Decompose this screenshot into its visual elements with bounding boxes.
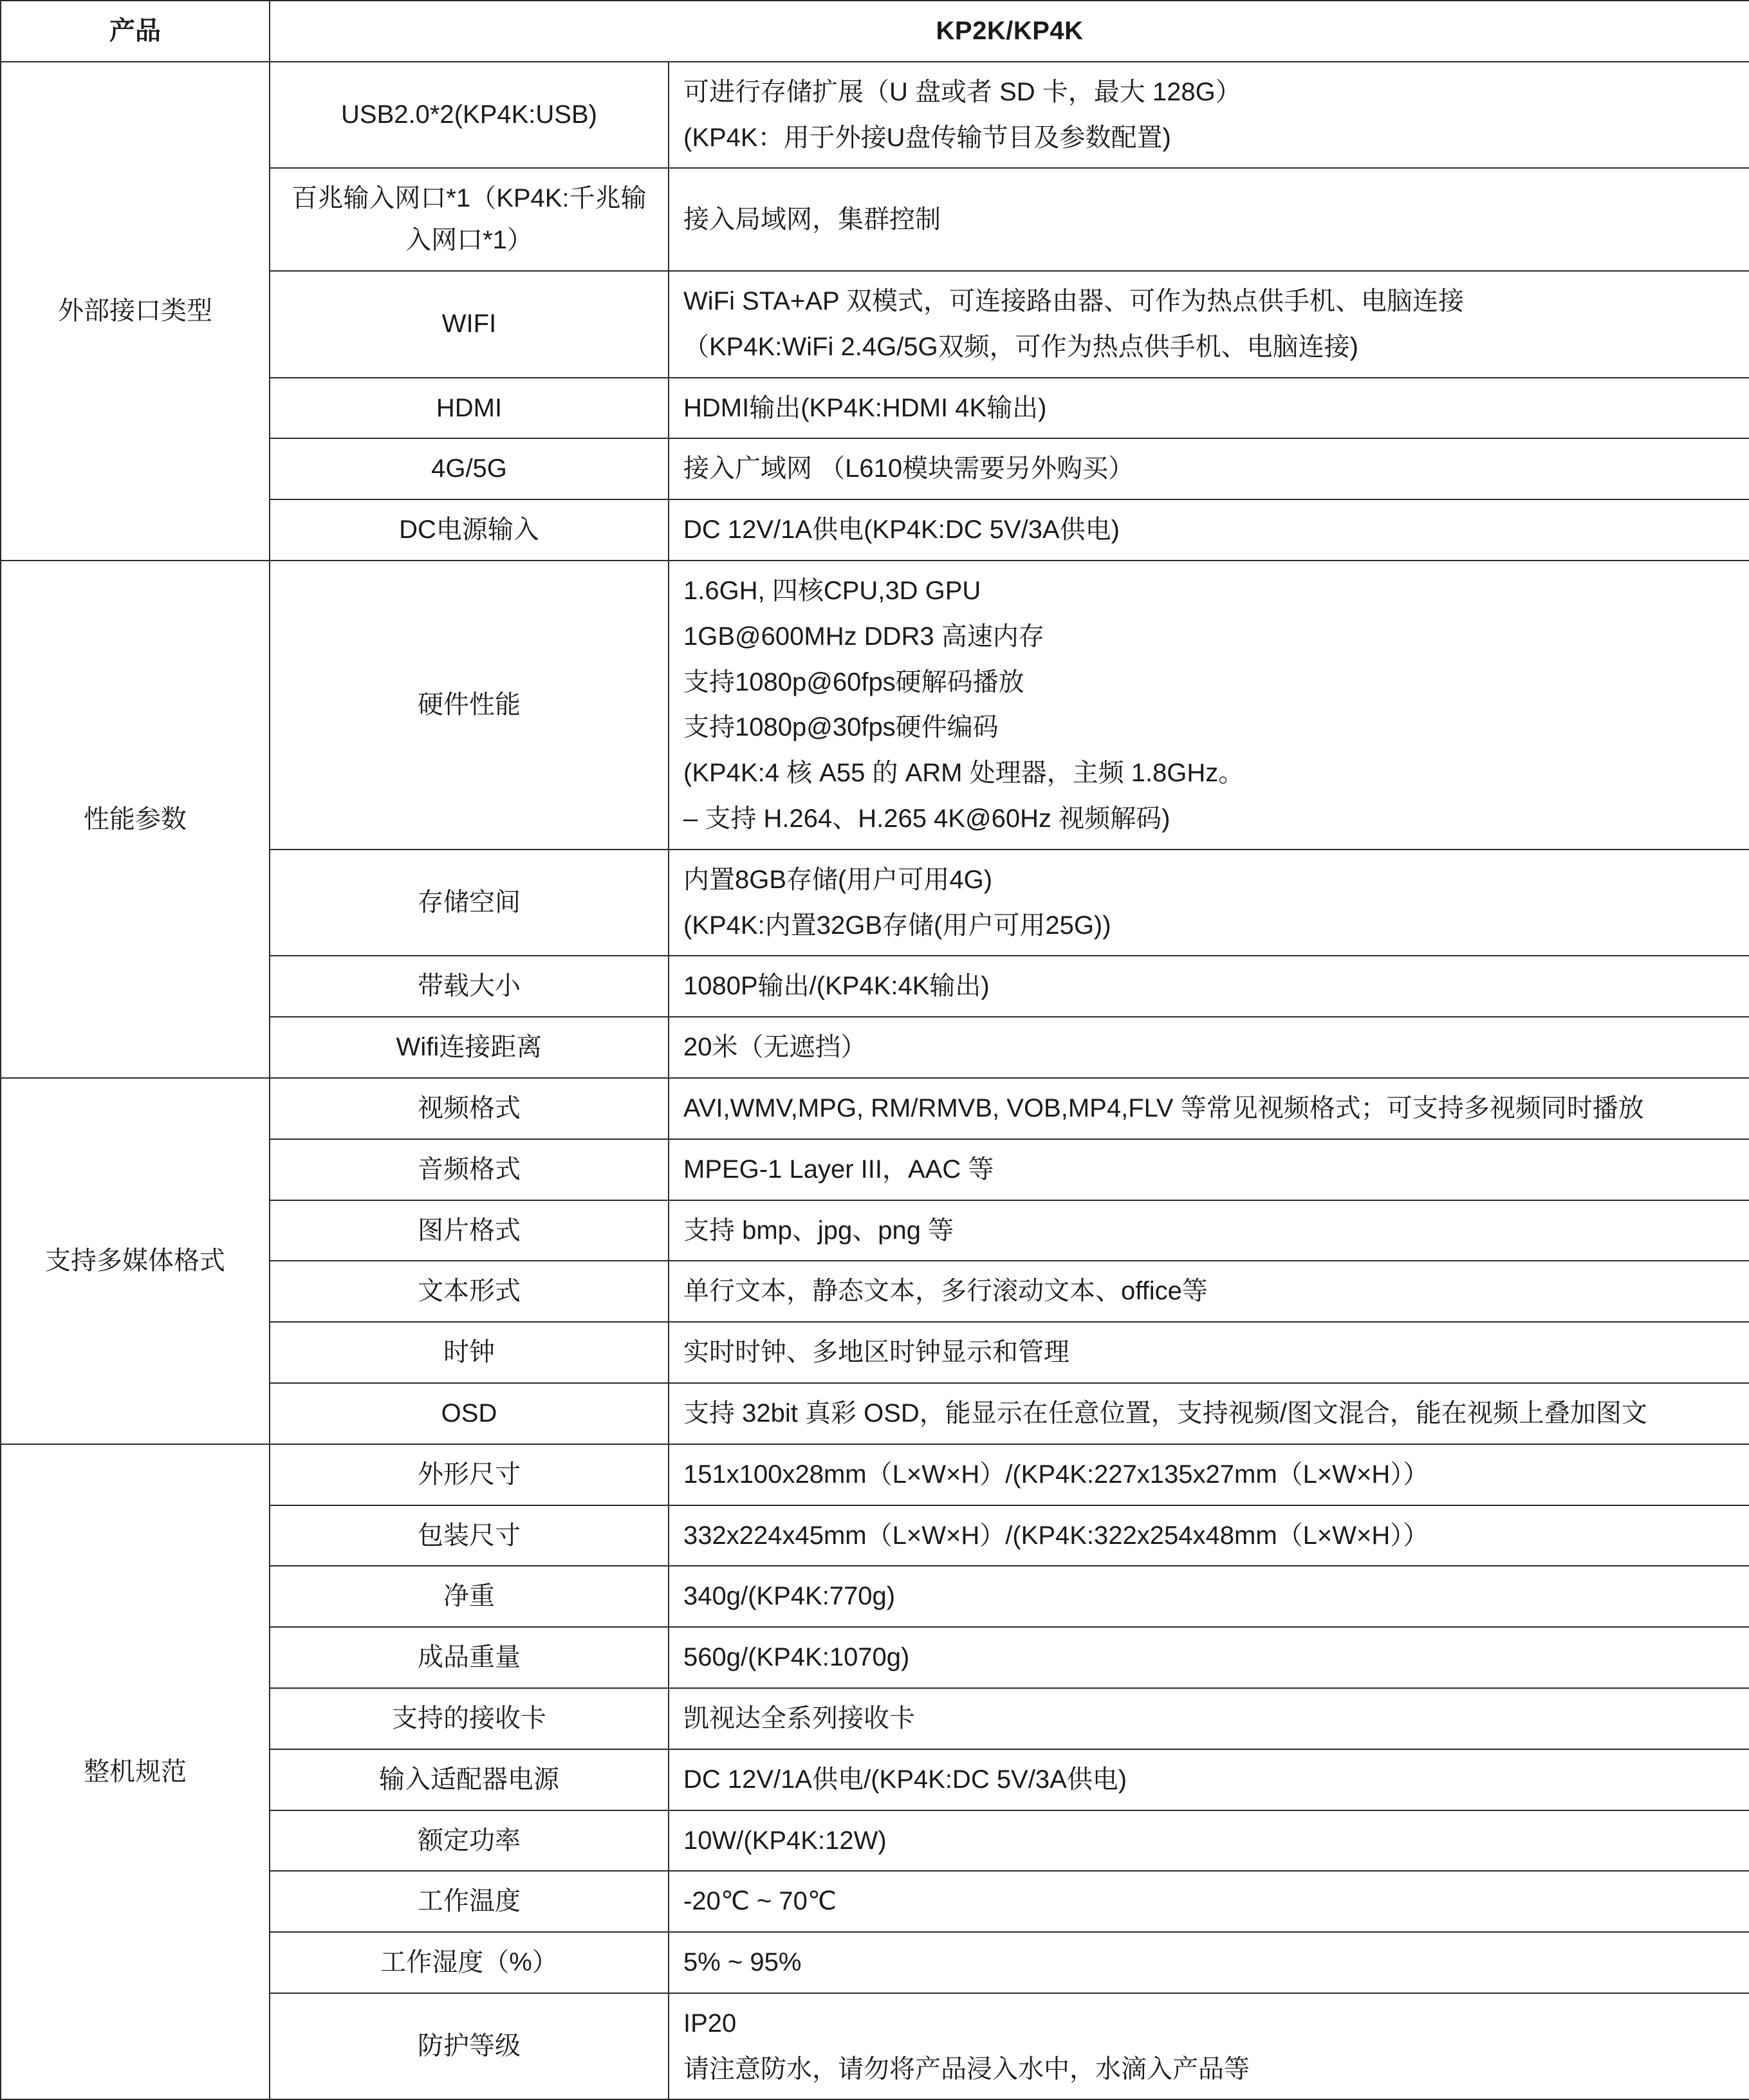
- row-label: [270, 1261, 669, 1322]
- row-value: [669, 62, 1749, 169]
- row-label-line: 存储空间: [418, 888, 521, 917]
- row-value-line: – 支持 H.264、H.265 4K@60Hz 视频解码): [683, 804, 1171, 833]
- row-value-line: 340g/(KP4K:770g): [683, 1582, 896, 1611]
- row-label-line: 硬件性能: [418, 690, 521, 719]
- row-label: [270, 1749, 669, 1810]
- row-label: [270, 378, 669, 439]
- row-value-line: 请注意防水，请勿将产品浸入水中，水滴入产品等: [683, 2054, 1250, 2083]
- row-label-line: Wifi连接距离: [396, 1033, 542, 1062]
- row-value-line: (KP4K:4 核 A55 的 ARM 处理器，主频 1.8GHz。: [683, 759, 1245, 788]
- row-label: [270, 1505, 669, 1566]
- group-label: 性能参数: [1, 561, 270, 1078]
- row-value: [669, 1017, 1749, 1078]
- row-value: [669, 1505, 1749, 1566]
- row-label: [270, 1810, 669, 1872]
- row-label-line: 视频格式: [418, 1093, 521, 1122]
- row-value-line: 151x100x28mm（L×W×H）/(KP4K:227x135x27mm（L×W×H））: [683, 1460, 1429, 1489]
- row-label-line: 百兆输入网口*1: [292, 184, 471, 213]
- row-value-line: 支持 bmp、jpg、png 等: [683, 1216, 954, 1245]
- row-value: [669, 1871, 1749, 1932]
- table-row: [1, 62, 1749, 169]
- row-value-line: 560g/(KP4K:1070g): [683, 1643, 910, 1672]
- row-value-line: 凯视达全系列接收卡: [683, 1704, 915, 1733]
- row-value-line: HDMI输出(KP4K:HDMI 4K输出): [683, 393, 1047, 422]
- row-label: [270, 561, 669, 850]
- row-value-line: 内置8GB存储(用户可用4G): [683, 865, 993, 894]
- table-row: [1, 1078, 1749, 1139]
- row-value: [669, 1139, 1749, 1200]
- row-label-line: 工作湿度（%）: [380, 1948, 558, 1977]
- row-value-line: 10W/(KP4K:12W): [683, 1826, 887, 1855]
- row-value-line: AVI,WMV,MPG, RM/RMVB, VOB,MP4,FLV 等常见视频格式；可支持多视频同时播放: [683, 1093, 1644, 1122]
- row-label-line: HDMI: [436, 393, 503, 422]
- row-value-line: 1.6GH, 四核CPU,3D GPU: [683, 576, 981, 605]
- row-label: [270, 1993, 669, 2100]
- row-label-line: 外形尺寸: [418, 1460, 521, 1489]
- table-row: [1, 1444, 1749, 1505]
- row-label-line: 净重: [443, 1582, 495, 1611]
- header-row: [1, 1, 1749, 62]
- row-label: [270, 1688, 669, 1749]
- row-value-line: WiFi STA+AP 双模式，可连接路由器、可作为热点供手机、电脑连接: [683, 286, 1465, 315]
- row-value-line: 支持1080p@60fps硬解码播放: [683, 667, 1024, 696]
- row-value: [669, 271, 1749, 378]
- group-label: 外部接口类型: [1, 62, 270, 561]
- row-value: [669, 1383, 1749, 1444]
- row-value: [669, 1444, 1749, 1505]
- row-value-line: 332x224x45mm（L×W×H）/(KP4K:322x254x48mm（L×W×H））: [683, 1521, 1429, 1550]
- row-label-line: 音频格式: [418, 1155, 521, 1184]
- group-label: 整机规范: [1, 1444, 270, 2100]
- row-label: [270, 168, 669, 271]
- row-value: [669, 1932, 1749, 1993]
- row-value-line: 可进行存储扩展（U 盘或者 SD 卡，最大 128G）: [683, 77, 1241, 106]
- row-label: [270, 1383, 669, 1444]
- row-label: [270, 1871, 669, 1932]
- row-value-line: (KP4K：用于外接U盘传输节目及参数配置): [683, 123, 1171, 152]
- row-value: [669, 1810, 1749, 1872]
- row-value: [669, 1261, 1749, 1322]
- row-value-line: 接入广域网 （L610模块需要另外购买）: [683, 454, 1134, 483]
- row-value: [669, 1993, 1749, 2100]
- row-label-line: 4G/5G: [431, 454, 507, 483]
- table-body: [1, 62, 1749, 2100]
- row-value: [669, 438, 1749, 499]
- row-value-line: 支持 32bit 真彩 OSD，能显示在任意位置，支持视频/图文混合，能在视频上叠加图文: [683, 1398, 1647, 1427]
- row-label-line: 包装尺寸: [418, 1521, 521, 1550]
- row-label-line: 成品重量: [418, 1643, 521, 1672]
- row-label-line: 带载大小: [418, 972, 521, 1001]
- row-value-line: 5% ~ 95%: [683, 1948, 802, 1977]
- row-label-line: USB2.0*2: [341, 100, 454, 129]
- row-label-line: （KP4K:千兆输入网口*1）: [405, 184, 647, 255]
- row-label: [270, 1078, 669, 1139]
- row-value-line: （KP4K:WiFi 2.4G/5G双频，可作为热点供手机、电脑连接): [683, 332, 1358, 361]
- row-label-line: 图片格式: [418, 1216, 521, 1245]
- row-value: [669, 1200, 1749, 1261]
- row-label: [270, 499, 669, 561]
- row-label-line: 防护等级: [418, 2032, 521, 2061]
- row-label: [270, 1932, 669, 1993]
- row-value-line: IP20: [683, 2009, 737, 2038]
- row-value-line: MPEG-1 Layer III，AAC 等: [683, 1155, 994, 1184]
- row-value-line: DC 12V/1A供电(KP4K:DC 5V/3A供电): [683, 516, 1120, 544]
- row-value-line: 支持1080p@30fps硬件编码: [683, 713, 999, 742]
- row-label: [270, 1139, 669, 1200]
- row-label-line: 额定功率: [418, 1826, 521, 1855]
- row-label-line: OSD: [441, 1398, 497, 1427]
- row-value: [669, 956, 1749, 1017]
- row-label-line: 工作温度: [418, 1887, 521, 1916]
- row-value-line: 1080P输出/(KP4K:4K输出): [683, 972, 990, 1001]
- row-value-line: 20米（无遮挡）: [683, 1033, 867, 1062]
- table-header: [1, 1, 1749, 62]
- row-label-line: 输入适配器电源: [379, 1765, 559, 1794]
- group-label: 支持多媒体格式: [1, 1078, 270, 1444]
- row-label-line: 时钟: [443, 1338, 495, 1367]
- row-value: [669, 1078, 1749, 1139]
- row-value-line: 实时时钟、多地区时钟显示和管理: [683, 1338, 1069, 1367]
- row-value-line: (KP4K:内置32GB存储(用户可用25G)): [683, 911, 1111, 940]
- row-label: [270, 956, 669, 1017]
- header-model: KP2K/KP4K: [270, 1, 1749, 62]
- row-value: [669, 1566, 1749, 1627]
- row-value: [669, 378, 1749, 439]
- row-label-line: WIFI: [441, 310, 497, 339]
- row-value-line: -20℃ ~ 70℃: [683, 1887, 837, 1916]
- row-label: [270, 271, 669, 378]
- row-value: [669, 168, 1749, 271]
- row-value: [669, 1688, 1749, 1749]
- row-value: [669, 499, 1749, 561]
- row-label: [270, 1444, 669, 1505]
- row-value: [669, 1322, 1749, 1383]
- row-value-line: 接入局域网，集群控制: [683, 205, 941, 234]
- row-value-line: 1GB@600MHz DDR3 高速内存: [683, 622, 1044, 651]
- row-label-line: (KP4K:USB): [454, 100, 597, 129]
- row-label: [270, 1627, 669, 1688]
- row-value: [669, 1627, 1749, 1688]
- row-label: [270, 1566, 669, 1627]
- row-label-line: 支持的接收卡: [392, 1704, 546, 1733]
- table-row: [1, 561, 1749, 850]
- row-label: [270, 1200, 669, 1261]
- row-label: [270, 62, 669, 169]
- row-label: [270, 1322, 669, 1383]
- row-label: [270, 850, 669, 956]
- row-label: [270, 1017, 669, 1078]
- row-value-line: DC 12V/1A供电/(KP4K:DC 5V/3A供电): [683, 1765, 1127, 1794]
- row-label-line: 文本形式: [418, 1277, 521, 1306]
- row-value: [669, 1749, 1749, 1810]
- row-label-line: DC电源输入: [399, 516, 539, 544]
- row-value-line: 单行文本，静态文本，多行滚动文本、office等: [683, 1277, 1208, 1306]
- header-product: 产品: [1, 1, 270, 62]
- row-value: [669, 850, 1749, 956]
- row-label: [270, 438, 669, 499]
- row-value: [669, 561, 1749, 850]
